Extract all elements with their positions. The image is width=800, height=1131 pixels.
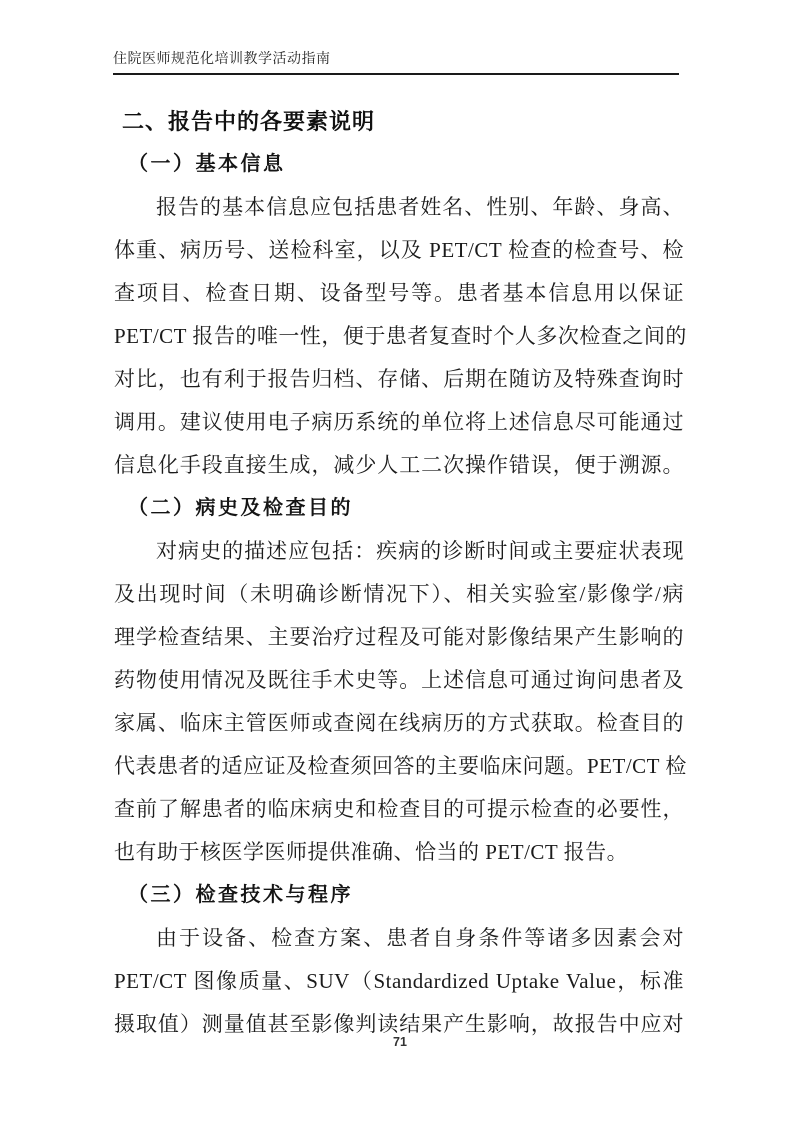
paragraph	[114, 530, 687, 874]
paragraph	[114, 186, 687, 487]
paragraph-line: 代表患者的适应证及检查须回答的主要临床问题。PET/CT 检	[114, 754, 687, 778]
paragraph-line: 家属、临床主管医师或查阅在线病历的方式获取。检查目的	[114, 711, 684, 735]
section-heading: （三）检查技术与程序	[128, 884, 353, 906]
paragraph-line: 调用。建议使用电子病历系统的单位将上述信息尽可能通过	[114, 410, 684, 434]
section-heading: （二）病史及检查目的	[128, 497, 353, 519]
paragraph-line: 摄取值）测量值甚至影像判读结果产生影响，故报告中应对	[114, 1012, 684, 1036]
paragraph	[114, 917, 684, 1046]
paragraph-line: 体重、病历号、送检科室，以及 PET/CT 检查的检查号、检	[114, 238, 684, 262]
section-heading: （一）基本信息	[128, 153, 286, 175]
paragraph-line: 理学检查结果、主要治疗过程及可能对影像结果产生影响的	[114, 625, 684, 649]
paragraph-line: PET/CT 报告的唯一性，便于患者复查时个人多次检查之间的	[114, 324, 687, 348]
paragraph-line: 对病史的描述应包括：疾病的诊断时间或主要症状表现	[156, 539, 684, 563]
paragraph-line: 查前了解患者的临床病史和检查目的可提示检查的必要性，	[114, 797, 684, 821]
sections	[114, 143, 687, 1046]
page-title: 二、报告中的各要素说明	[122, 109, 376, 134]
paragraph-line: 对比，也有利于报告归档、存储、后期在随访及特殊查询时	[114, 367, 684, 391]
paragraph-line: 由于设备、检查方案、患者自身条件等诸多因素会对	[156, 926, 684, 950]
page-content	[114, 100, 687, 1046]
paragraph-line: 及出现时间（未明确诊断情况下）、相关实验室/影像学/病	[114, 582, 684, 606]
paragraph-line: 报告的基本信息应包括患者姓名、性别、年龄、身高、	[156, 195, 684, 219]
paragraph-line: PET/CT 图像质量、SUV（Standardized Uptake Value，标准	[114, 969, 684, 993]
paragraph-line: 药物使用情况及既往手术史等。上述信息可通过询问患者及	[114, 668, 684, 692]
paragraph-line: 信息化手段直接生成，减少人工二次操作错误，便于溯源。	[114, 453, 684, 477]
paragraph-line: 也有助于核医学医师提供准确、恰当的 PET/CT 报告。	[114, 840, 629, 864]
running-header: 住院医师规范化培训教学活动指南	[113, 51, 679, 75]
paragraph-line: 查项目、检查日期、设备型号等。患者基本信息用以保证	[114, 281, 684, 305]
page-number: 71	[393, 1035, 407, 1049]
